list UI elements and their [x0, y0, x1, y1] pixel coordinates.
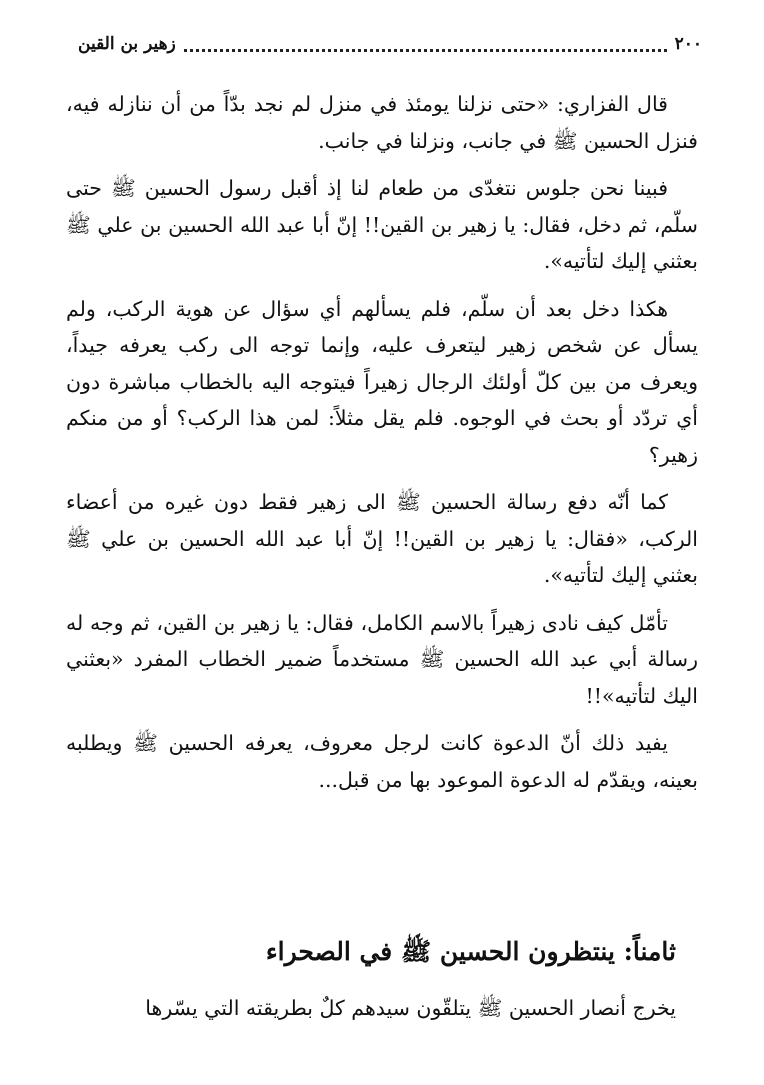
paragraph-2: فبينا نحن جلوس نتغدّى من طعام لنا إذ أقبل رسول الحسين ﷺ حتى سلّم، ثم دخل، فقال: يا زهير بن القين!! إنّ أبا عبد الله الحسين بن علي ﷺ بعثني إليك لتأتيه».	[66, 176, 698, 273]
dotted-leader	[184, 49, 667, 52]
section-first-line: يخرج أنصار الحسين ﷺ يتلقّون سيدهم كلٌ بطريقته التي يسّرها	[145, 996, 676, 1020]
section-heading: ثامناً: ينتظرون الحسين ﷺ في الصحراء	[265, 937, 676, 966]
body-text	[66, 86, 698, 809]
running-head	[78, 30, 702, 58]
paragraph-5: تأمّل كيف نادى زهيراً بالاسم الكامل، فقال: يا زهير بن القين، ثم وجه له رسالة أبي عبد الله الحسين ﷺ مستخدماً ضمير الخطاب المفرد «بعثني اليك لتأتيه»!!	[66, 610, 698, 708]
chapter-title: زهير بن القين	[78, 34, 176, 54]
paragraph-3: هكذا دخل بعد أن سلّم، فلم يسألهم أي سؤال عن هوية الركب، ولم يسأل عن شخص زهير ليتعرف عليه، وإنما توجه الى ركب يعرفه جيداً، ويعرف من بين كلّ أولئك الرجال زهيراً فيتوجه اليه بالخطاب مباشرة دون أي تردّد أو بحث في الوجوه. فلم يقل مثلاً: لمن هذا الركب؟ أو من منكم زهير؟	[66, 296, 698, 467]
paragraph-4: كما أنّه دفع رسالة الحسين ﷺ الى زهير فقط دون غيره من أعضاء الركب، «فقال: يا زهير بن القين!! إنّ أبا عبد الله الحسين بن علي ﷺ بعثني إليك لتأتيه».	[66, 490, 698, 587]
paragraph-6: يفيد ذلك أنّ الدعوة كانت لرجل معروف، يعرفه الحسين ﷺ ويطلبه بعينه، ويقدّم له الدعوة الموعود بها من قبل...	[66, 731, 698, 792]
page-number: ٢٠٠	[674, 34, 702, 54]
paragraph-1: قال الفزاري: «حتى نزلنا يومئذ في منزل لم نجد بدّاً من أن ننازله فيه، فنزل الحسين ﷺ في جانب، ونزلنا في جانب.	[66, 92, 698, 153]
